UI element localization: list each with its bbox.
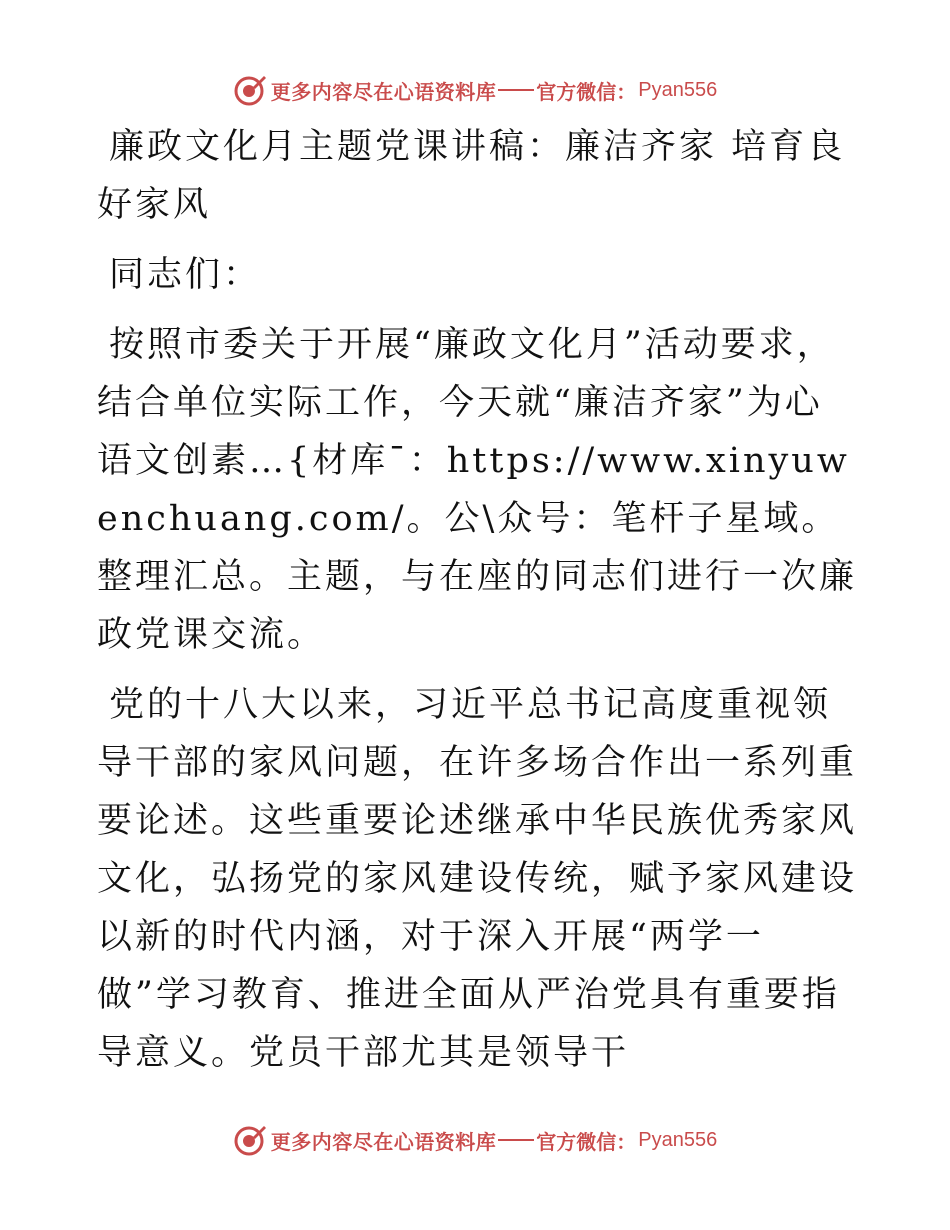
footer-banner	[0, 1118, 950, 1162]
document-title: 廉政文化月主题党课讲稿：廉洁齐家 培育良好家风	[97, 127, 846, 225]
banner-separator	[498, 1139, 534, 1141]
banner-slogan: 更多内容尽在心语资料库	[270, 1129, 497, 1154]
header-banner	[0, 68, 950, 112]
banner-wechat-id: Pyan556	[638, 1128, 718, 1151]
pen-logo-icon	[233, 1123, 267, 1157]
banner-wechat-id: Pyan556	[638, 78, 718, 101]
pen-logo-icon	[233, 73, 267, 107]
banner-official-label: 官方微信：	[536, 1129, 637, 1154]
banner-separator	[498, 89, 534, 91]
banner-slogan: 更多内容尽在心语资料库	[270, 79, 497, 104]
paragraph: 党的十八大以来，习近平总书记高度重视领导干部的家风问题，在许多场合作出一系列重要论述。这些重要论述继承中华民族优秀家风文化，弘扬党的家风建设传统，赋予家风建设以新的时代内涵，对于深入开展“两学一做”学习教育、推进全面从严治党具有重要指导意义。党员干部尤其是领导干	[97, 685, 858, 1073]
banner-official-label: 官方微信：	[536, 79, 637, 104]
paragraph: 按照市委关于开展“廉政文化月”活动要求，结合单位实际工作，今天就“廉洁齐家”为心语文创素…{材库¯：https://www.xinyuwenchuang.com/。公\众号：笔杆子星域。整理汇总。主题，与在座的同志们进行一次廉政党课交流。	[97, 325, 858, 655]
document-body	[97, 118, 857, 1094]
greeting: 同志们：	[109, 255, 262, 295]
